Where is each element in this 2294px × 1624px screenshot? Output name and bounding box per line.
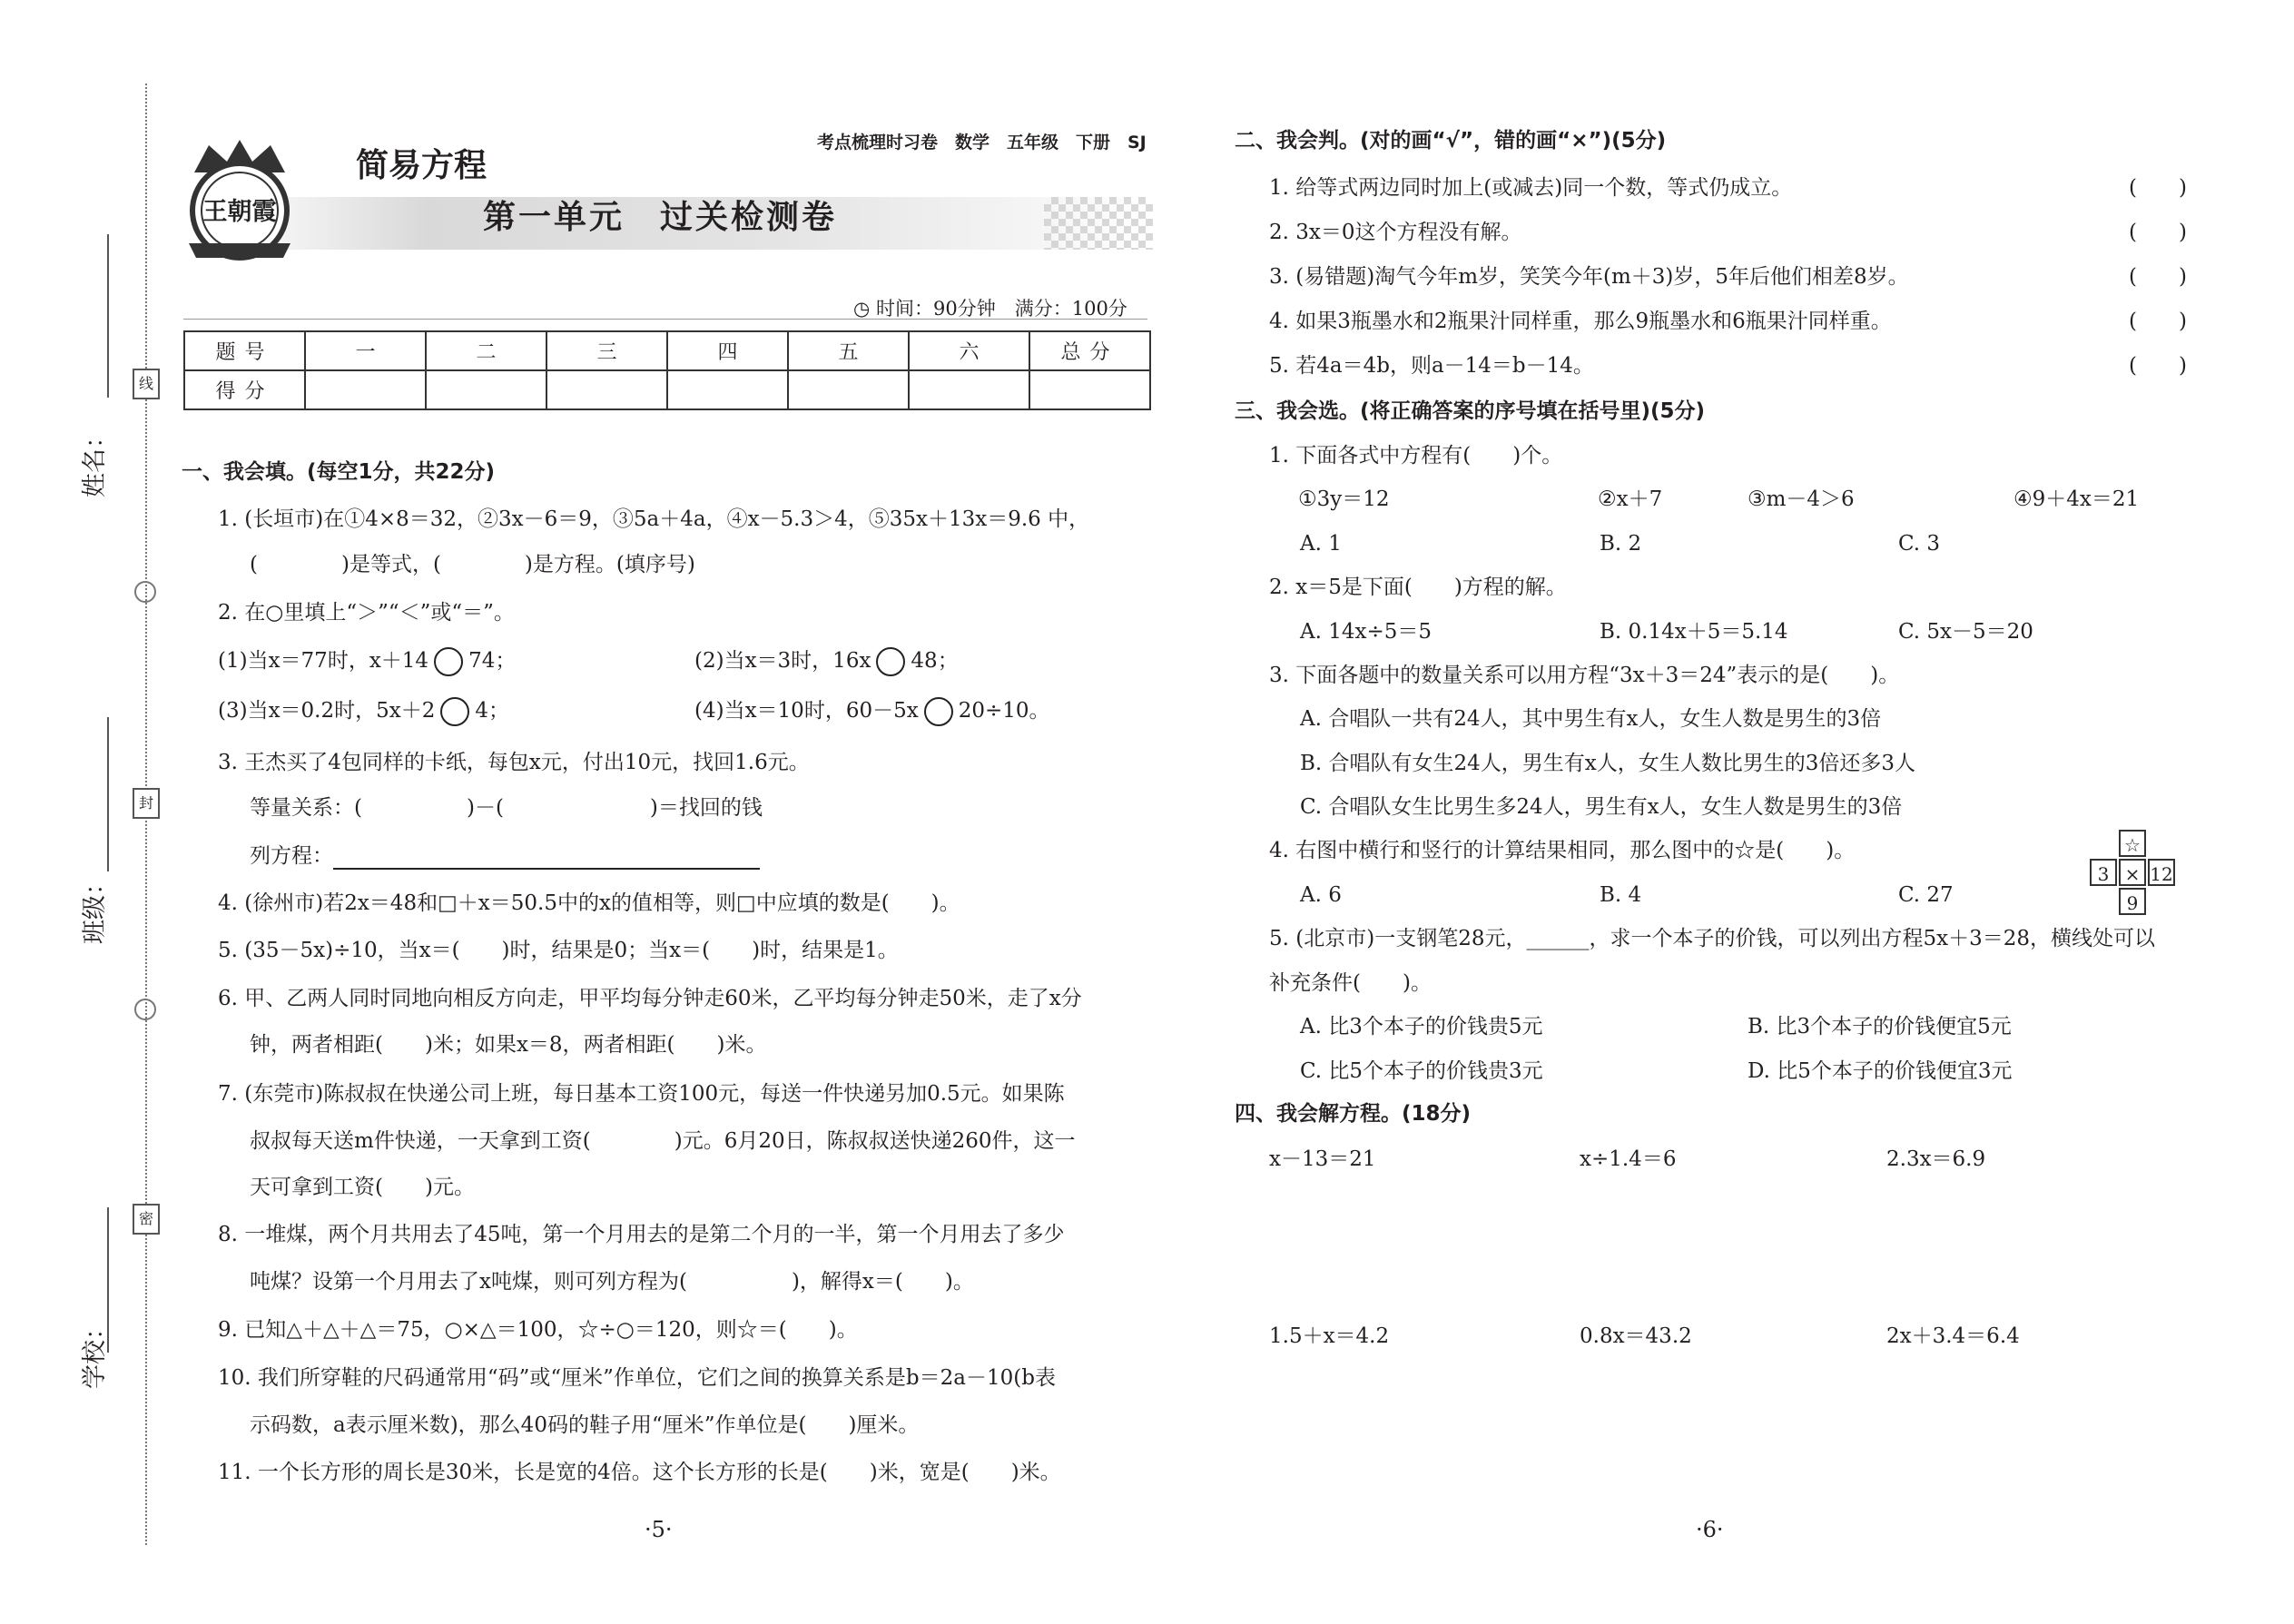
q7-line3: 天可拿到工资( )元。 bbox=[250, 1176, 475, 1199]
judge-answer-2[interactable]: ( ) bbox=[2129, 221, 2187, 244]
section3-title: 三、我会选。(将正确答案的序号填在括号里)(5分) bbox=[1235, 399, 1706, 423]
judge-item-4: 4. 如果3瓶墨水和2瓶果汁同样重，那么9瓶墨水和6瓶果汁同样重。 bbox=[1269, 310, 1892, 333]
score-head-5: 五 bbox=[788, 331, 909, 370]
brand-logo bbox=[182, 136, 298, 263]
series-info: 考点梳理时习卷 数学 五年级 下册 SJ bbox=[817, 133, 1147, 153]
judge-answer-1[interactable]: ( ) bbox=[2129, 176, 2187, 200]
choice-1-stem: 1. 下面各式中方程有( )个。 bbox=[1269, 444, 1563, 468]
q7-line1: 7. (东莞市)陈叔叔在快递公司上班，每日基本工资100元，每送一件快递另加0.5元。如果陈 bbox=[218, 1082, 1065, 1106]
score-cell[interactable] bbox=[1029, 370, 1150, 409]
swirl-ornament-icon bbox=[134, 999, 156, 1020]
score-head-label: 题号 bbox=[184, 331, 305, 370]
q5: 5. (35－5x)÷10，当x＝( )时，结果是0；当x＝( )时，结果是1。 bbox=[218, 939, 899, 962]
section1-title: 一、我会填。(每空1分，共22分) bbox=[182, 460, 496, 484]
choice-3-option-b[interactable]: B. 合唱队有女生24人，男生有x人，女生人数比男生的3倍还多3人 bbox=[1300, 752, 1916, 775]
choice-1-expr: ①3y＝12 bbox=[1298, 487, 1390, 511]
q2-item2: (2)当x＝3时，16x 48； bbox=[694, 647, 959, 676]
choice-4-option-a[interactable]: A. 6 bbox=[1300, 883, 1342, 907]
grid-cell-top: ☆ bbox=[2119, 830, 2146, 857]
class-label: 班级： bbox=[81, 871, 109, 944]
q2-item4: (4)当x＝10时，60－5x 20÷10。 bbox=[694, 697, 1050, 726]
checker-decoration bbox=[1044, 197, 1153, 250]
q8-line2: 吨煤？设第一个月用去了x吨煤，则可列方程为( )，解得x＝( )。 bbox=[250, 1270, 974, 1294]
choice-1-expr: ④9＋4x＝21 bbox=[2013, 487, 2140, 511]
compare-circle[interactable] bbox=[434, 647, 463, 676]
q6-line1: 6. 甲、乙两人同时同地向相反方向走，甲平均每分钟走60米，乙平均每分钟走50米，走了x分 bbox=[218, 987, 1082, 1010]
score-cell[interactable] bbox=[788, 370, 909, 409]
choice-4-option-b[interactable]: B. 4 bbox=[1600, 883, 1642, 907]
equation-answer-line[interactable] bbox=[333, 846, 760, 870]
q3-relation: 等量关系：( )－( )＝找回的钱 bbox=[250, 796, 763, 820]
choice-2-option-a[interactable]: A. 14x÷5＝5 bbox=[1300, 620, 1433, 644]
topic-title: 简易方程 bbox=[356, 147, 487, 184]
score-head-1: 一 bbox=[305, 331, 426, 370]
judge-item-1: 1. 给等式两边同时加上(或减去)同一个数，等式仍成立。 bbox=[1269, 176, 1793, 200]
score-head-3: 三 bbox=[546, 331, 667, 370]
judge-item-2: 2. 3x＝0这个方程没有解。 bbox=[1269, 221, 1522, 244]
time-text: 时间：90分钟 满分：100分 bbox=[876, 298, 1127, 320]
bind-mark-mi: 密 bbox=[133, 1204, 160, 1235]
grid-cell-right: 12 bbox=[2148, 859, 2175, 886]
name-blank-line bbox=[107, 234, 109, 398]
q11: 11. 一个长方形的周长是30米，长是宽的4倍。这个长方形的长是( )米，宽是( )米。 bbox=[218, 1461, 1061, 1484]
judge-item-3: 3. (易错题)淘气今年m岁，笑笑今年(m＋3)岁，5年后他们相差8岁。 bbox=[1269, 265, 1909, 289]
choice-5-line1: 5. (北京市)一支钢笔28元，______，求一个本子的价钱，可以列出方程5x＋3＝28，横线处可以 bbox=[1269, 927, 2155, 950]
equation-2: x÷1.4＝6 bbox=[1580, 1147, 1677, 1171]
score-table bbox=[183, 330, 1151, 410]
q3-stem: 3. 王杰买了4包同样的卡纸，每包x元，付出10元，找回1.6元。 bbox=[218, 751, 810, 774]
choice-3-stem: 3. 下面各题中的数量关系可以用方程“3x＋3＝24”表示的是( )。 bbox=[1269, 664, 1900, 687]
choice-5-option-c[interactable]: C. 比5个本子的价钱贵3元 bbox=[1300, 1059, 1543, 1083]
section4-title: 四、我会解方程。(18分) bbox=[1235, 1102, 1472, 1126]
choice-5-option-a[interactable]: A. 比3个本子的价钱贵5元 bbox=[1300, 1015, 1543, 1038]
cross-grid-figure bbox=[2090, 830, 2177, 917]
choice-5-option-b[interactable]: B. 比3个本子的价钱便宜5元 bbox=[1748, 1015, 2012, 1038]
choice-4-stem: 4. 右图中横行和竖行的计算结果相同，那么图中的☆是( )。 bbox=[1269, 839, 1856, 862]
q6-line2: 钟，两者相距( )米；如果x＝8，两者相距( )米。 bbox=[250, 1033, 767, 1057]
score-cell[interactable] bbox=[909, 370, 1029, 409]
equation-6: 2x＋3.4＝6.4 bbox=[1886, 1324, 2020, 1348]
equation-4: 1.5＋x＝4.2 bbox=[1269, 1324, 1390, 1348]
score-row-label: 得分 bbox=[184, 370, 305, 409]
score-header-row bbox=[184, 331, 1150, 370]
judge-item-5: 5. 若4a＝4b，则a－14＝b－14。 bbox=[1269, 354, 1594, 378]
bind-mark-feng: 封 bbox=[133, 788, 160, 819]
choice-1-option-a[interactable]: A. 1 bbox=[1300, 532, 1342, 556]
compare-circle[interactable] bbox=[440, 697, 469, 726]
score-head-6: 六 bbox=[909, 331, 1029, 370]
choice-5-line2: 补充条件( )。 bbox=[1269, 971, 1432, 995]
grid-cell-left: 3 bbox=[2090, 859, 2117, 886]
page-number-right: ·6· bbox=[1696, 1517, 1724, 1542]
grid-cell-center: × bbox=[2119, 859, 2146, 886]
choice-5-option-d[interactable]: D. 比5个本子的价钱便宜3元 bbox=[1748, 1059, 2013, 1083]
q2-stem: 2. 在○里填上“＞”“＜”或“＝”。 bbox=[218, 601, 515, 625]
q2-item3: (3)当x＝0.2时，5x＋2 4； bbox=[218, 697, 509, 726]
equation-5: 0.8x＝43.2 bbox=[1580, 1324, 1692, 1348]
q9: 9. 已知△＋△＋△＝75，○×△＝100，☆÷○＝120，则☆＝( )。 bbox=[218, 1318, 858, 1342]
swirl-ornament-icon bbox=[134, 581, 156, 603]
page-number-left: ·5· bbox=[645, 1517, 673, 1542]
compare-circle[interactable] bbox=[924, 697, 953, 726]
logo-text: 王朝霞 bbox=[202, 198, 277, 226]
choice-3-option-a[interactable]: A. 合唱队一共有24人，其中男生有x人，女生人数是男生的3倍 bbox=[1300, 707, 1882, 731]
score-cell[interactable] bbox=[426, 370, 546, 409]
unit-title: 第一单元 过关检测卷 bbox=[483, 199, 838, 236]
score-head-4: 四 bbox=[667, 331, 788, 370]
q1-line1: 1. (长垣市)在①4×8＝32，②3x－6＝9，③5a＋4a，④x－5.3＞4，⑤35x＋13x＝9.6 中， bbox=[218, 507, 1090, 531]
name-label: 姓名： bbox=[81, 424, 109, 497]
section2-title: 二、我会判。(对的画“√”，错的画“×”)(5分) bbox=[1235, 129, 1667, 153]
equation-1: x－13＝21 bbox=[1269, 1147, 1376, 1171]
q2-item1: (1)当x＝77时，x＋14 74； bbox=[218, 647, 516, 676]
judge-answer-3[interactable]: ( ) bbox=[2129, 265, 2187, 289]
choice-2-option-b[interactable]: B. 0.14x＋5＝5.14 bbox=[1600, 620, 1788, 644]
choice-1-expr: ②x＋7 bbox=[1598, 487, 1663, 511]
score-cell[interactable] bbox=[546, 370, 667, 409]
q10-line1: 10. 我们所穿鞋的尺码通常用“码”或“厘米”作单位，它们之间的换算关系是b＝2a－10(b表 bbox=[218, 1366, 1056, 1390]
choice-1-option-c[interactable]: C. 3 bbox=[1898, 532, 1941, 556]
score-head-2: 二 bbox=[426, 331, 546, 370]
compare-circle[interactable] bbox=[876, 647, 905, 676]
choice-4-option-c[interactable]: C. 27 bbox=[1898, 883, 1954, 907]
q1-line2: ( )是等式，( )是方程。(填序号) bbox=[250, 553, 695, 576]
q3-equation: 列方程： bbox=[250, 842, 760, 870]
choice-1-expr: ③m－4＞6 bbox=[1748, 487, 1855, 511]
school-label: 学校： bbox=[81, 1315, 109, 1389]
score-head-total: 总分 bbox=[1029, 331, 1150, 370]
clock-icon: ◷ bbox=[853, 298, 876, 320]
grid-cell-bottom: 9 bbox=[2119, 888, 2146, 915]
choice-3-option-c[interactable]: C. 合唱队女生比男生多24人，男生有x人，女生人数是男生的3倍 bbox=[1300, 795, 1903, 819]
q8-line1: 8. 一堆煤，两个月共用去了45吨，第一个月用去的是第二个月的一半，第一个月用去了多少 bbox=[218, 1223, 1065, 1246]
equation-3: 2.3x＝6.9 bbox=[1886, 1147, 1986, 1171]
q4: 4. (徐州市)若2x＝48和□＋x＝50.5中的x的值相等，则□中应填的数是( )。 bbox=[218, 891, 960, 915]
header-rule bbox=[183, 319, 1147, 320]
score-cell[interactable] bbox=[305, 370, 426, 409]
score-value-row bbox=[184, 370, 1150, 409]
q7-line2: 叔叔每天送m件快递，一天拿到工资( )元。6月20日，陈叔叔送快递260件，这一 bbox=[250, 1129, 1076, 1153]
class-blank-line bbox=[107, 717, 109, 871]
score-cell[interactable] bbox=[667, 370, 788, 409]
q10-line2: 示码数，a表示厘米数)，那么40码的鞋子用“厘米”作单位是( )厘米。 bbox=[250, 1413, 920, 1437]
choice-2-stem: 2. x＝5是下面( )方程的解。 bbox=[1269, 576, 1567, 599]
judge-answer-5[interactable]: ( ) bbox=[2129, 354, 2187, 378]
bind-mark-xian: 线 bbox=[133, 369, 160, 399]
judge-answer-4[interactable]: ( ) bbox=[2129, 310, 2187, 333]
choice-2-option-c[interactable]: C. 5x－5＝20 bbox=[1898, 620, 2033, 644]
choice-1-option-b[interactable]: B. 2 bbox=[1600, 532, 1642, 556]
